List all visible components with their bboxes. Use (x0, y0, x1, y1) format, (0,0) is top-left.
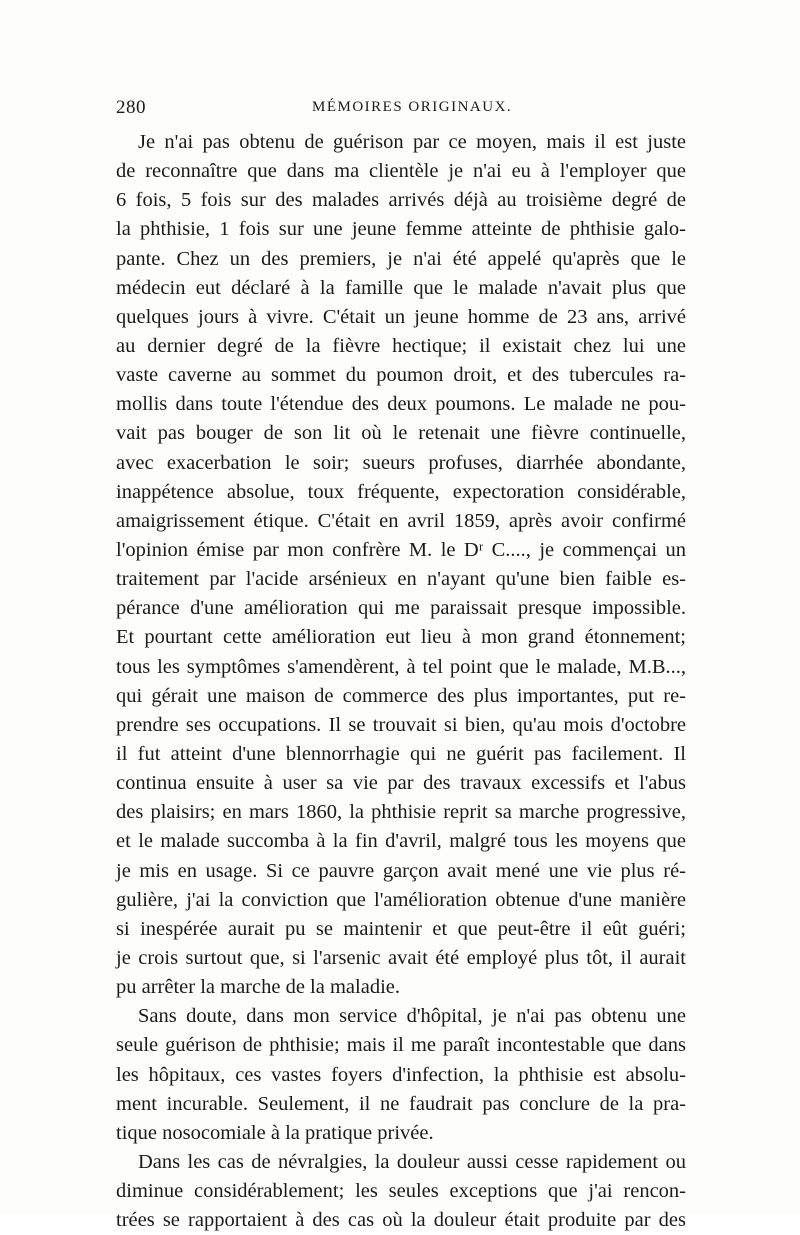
text-line: des plaisirs; en mars 1860, la phthisie reprit sa marche progressive, (116, 801, 686, 824)
text-line: il fut atteint d'une blennorrhagie qui ne guérit pas facilement. Il (116, 742, 686, 765)
body-text (116, 128, 686, 1235)
text-line: médecin eut déclaré à la famille que le malade n'avait plus que (116, 276, 686, 299)
text-line: pante. Chez un des premiers, je n'ai été appelé qu'après que le (116, 247, 686, 270)
text-line: 6 fois, 5 fois sur des malades arrivés déjà au troisième degré de (116, 189, 686, 212)
text-line: si inespérée aurait pu se maintenir et que peut-être il eût guéri; (116, 917, 686, 940)
text-line: je crois surtout que, si l'arsenic avait été employé plus tôt, il aurait (116, 946, 686, 969)
text-line: gulière, j'ai la conviction que l'amélioration obtenue d'une manière (116, 888, 686, 911)
text-line: les hôpitaux, ces vastes foyers d'infection, la phthisie est absolu- (116, 1063, 686, 1086)
text-line: Sans doute, dans mon service d'hôpital, je n'ai pas obtenu une (138, 1005, 686, 1028)
text-line: Je n'ai pas obtenu de guérison par ce moyen, mais il est juste (138, 131, 686, 153)
text-line: mollis dans toute l'étendue des deux poumons. Le malade ne pou- (116, 393, 686, 416)
text-line: avec exacerbation le soir; sueurs profuses, diarrhée abondante, (116, 451, 686, 474)
text-line: je mis en usage. Si ce pauvre garçon avait mené une vie plus ré- (116, 859, 686, 882)
text-line: vaste caverne au sommet du poumon droit, et des tubercules ra- (116, 364, 686, 387)
text-line: tous les symptômes s'amendèrent, à tel point que le malade, M.B..., (116, 655, 686, 678)
text-line: pérance d'une amélioration qui me paraissait presque impossible. (116, 597, 686, 620)
text-line: pu arrêter la marche de la maladie. (116, 976, 400, 999)
text-line: qui gérait une maison de commerce des plus importantes, put re- (116, 684, 686, 707)
page-header (116, 97, 686, 121)
text-line: au dernier degré de la fièvre hectique; il existait chez lui une (116, 334, 686, 357)
text-line: inappétence absolue, toux fréquente, expectoration considérable, (116, 480, 686, 503)
text-line: prendre ses occupations. Il se trouvait si bien, qu'au mois d'octobre (116, 713, 686, 736)
text-line: diminue considérablement; les seules exceptions que j'ai rencon- (116, 1180, 686, 1203)
text-line: traitement par l'acide arsénieux en n'ayant qu'une bien faible es- (116, 568, 686, 591)
text-line: amaigrissement étique. C'était en avril 1859, après avoir confirmé (116, 509, 686, 532)
running-head: MÉMOIRES ORIGINAUX. (312, 99, 513, 115)
text-line: Dans les cas de névralgies, la douleur aussi cesse rapidement ou (138, 1150, 686, 1173)
text-line: de reconnaître que dans ma clientèle je n'ai eu à l'employer que (116, 160, 686, 183)
text-line: l'opinion émise par mon confrère M. le Dʳ C...., je commençai un (116, 538, 686, 561)
text-line: Et pourtant cette amélioration eut lieu à mon grand étonnement; (116, 626, 686, 649)
text-line: vait pas bouger de son lit où le retenait une fièvre continuelle, (116, 422, 686, 445)
text-line: quelques jours à vivre. C'était un jeune homme de 23 ans, arrivé (116, 305, 686, 328)
text-line: trées se rapportaient à des cas où la douleur était produite par des (116, 1209, 686, 1232)
text-line: seule guérison de phthisie; mais il me paraît incontestable que dans (116, 1034, 686, 1057)
text-line: ment incurable. Seulement, il ne faudrait pas conclure de la pra- (116, 1092, 686, 1115)
text-line: et le malade succomba à la fin d'avril, malgré tous les moyens que (116, 830, 686, 853)
page-number: 280 (116, 97, 146, 118)
text-line: continua ensuite à user sa vie par des travaux excessifs et l'abus (116, 772, 686, 795)
text-line: la phthisie, 1 fois sur une jeune femme atteinte de phthisie galo- (116, 218, 686, 241)
text-line: tique nosocomiale à la pratique privée. (116, 1121, 434, 1144)
